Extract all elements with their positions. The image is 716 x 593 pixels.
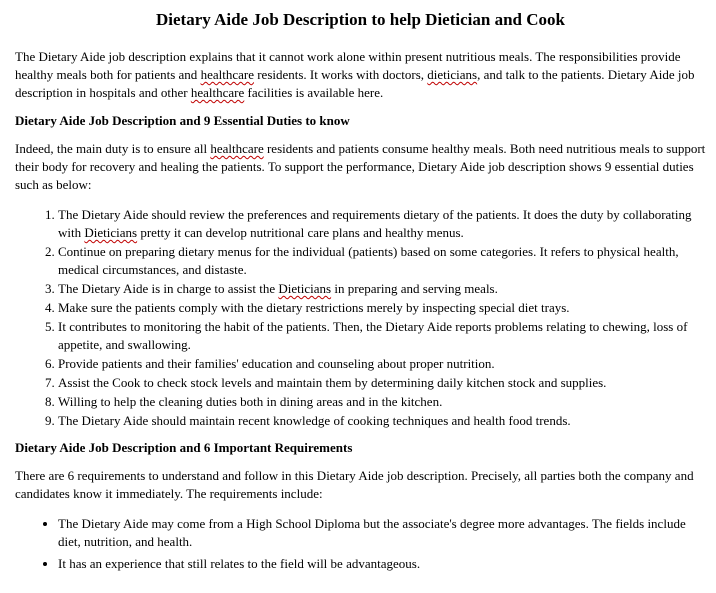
list-item: • The Dietary Aide may come from a High School Diploma but the associate's degree more advantages. The fields include diet, nutrition, and health. <box>58 515 706 551</box>
list-item: 3. The Dietary Aide is in charge to assist the Dieticians in preparing and serving meals. <box>58 280 706 298</box>
list-item: • It has an experience that still relates to the field will be advantageous. <box>58 555 706 573</box>
page-title <box>15 0 706 38</box>
list-item: 2. Continue on preparing dietary menus for the individual (patients) based on some categories. It refers to physical health, medical circumstances, and distaste. <box>58 243 706 279</box>
requirements-intro-paragraph: There are 6 requirements to understand and follow in this Dietary Aide job description. Precisely, all parties both the company and candidates know it immediately. The requirements include: <box>15 468 694 501</box>
list-item: 4. Make sure the patients comply with the dietary restrictions merely by inspecting special diet trays. <box>58 299 706 317</box>
duties-intro-paragraph: Indeed, the main duty is to ensure all healthcare residents and patients consume healthy meals. Both need nutritious meals to support their body for recovery and healing the patients. To support the performance, Dietary Aide job description shows 9 essential duties such as below: <box>15 141 706 192</box>
spellcheck-word: dieticians <box>427 67 478 82</box>
duties-list <box>15 206 706 430</box>
spellcheck-word: healthcare <box>210 141 264 156</box>
section-heading-requirements: Dietary Aide Job Description and 6 Important Requirements <box>15 440 353 455</box>
list-item: 5. It contributes to monitoring the habit of the patients. Then, the Dietary Aide reports problems relating to chewing, loss of appetite, and swallowing. <box>58 318 706 354</box>
list-item: 8. Willing to help the cleaning duties both in dining areas and in the kitchen. <box>58 393 706 411</box>
list-item: 1. The Dietary Aide should review the preferences and requirements dietary of the patients. It does the duty by collaborating with Dieticians pretty it can develop nutritional care plans and healthy menus. <box>58 206 706 242</box>
title-text: Dietary Aide Job Description to help Dietician and Cook <box>156 10 565 29</box>
section-heading-duties: Dietary Aide Job Description and 9 Essential Duties to know <box>15 113 350 128</box>
list-item: 6. Provide patients and their families' education and counseling about proper nutrition. <box>58 355 706 373</box>
spellcheck-word: healthcare <box>190 85 245 100</box>
intro-paragraph: The Dietary Aide job description explains that it cannot work alone within present nutritious meals. The responsibilities provide healthy meals both for patients and healthcare residents. It works with doctors, dieticians, and talk to the patients. Dietary Aide job description in hospitals and other healthcare facilities is available here. <box>15 49 695 100</box>
list-item: 7. Assist the Cook to check stock levels and maintain them by determining daily kitchen stock and supplies. <box>58 374 706 392</box>
spellcheck-word: Dieticians <box>84 225 138 240</box>
requirements-list <box>15 515 706 573</box>
spellcheck-word: Dieticians <box>278 281 332 296</box>
spellcheck-word: healthcare <box>200 67 254 82</box>
list-item: 9. The Dietary Aide should maintain recent knowledge of cooking techniques and health food trends. <box>58 412 706 430</box>
